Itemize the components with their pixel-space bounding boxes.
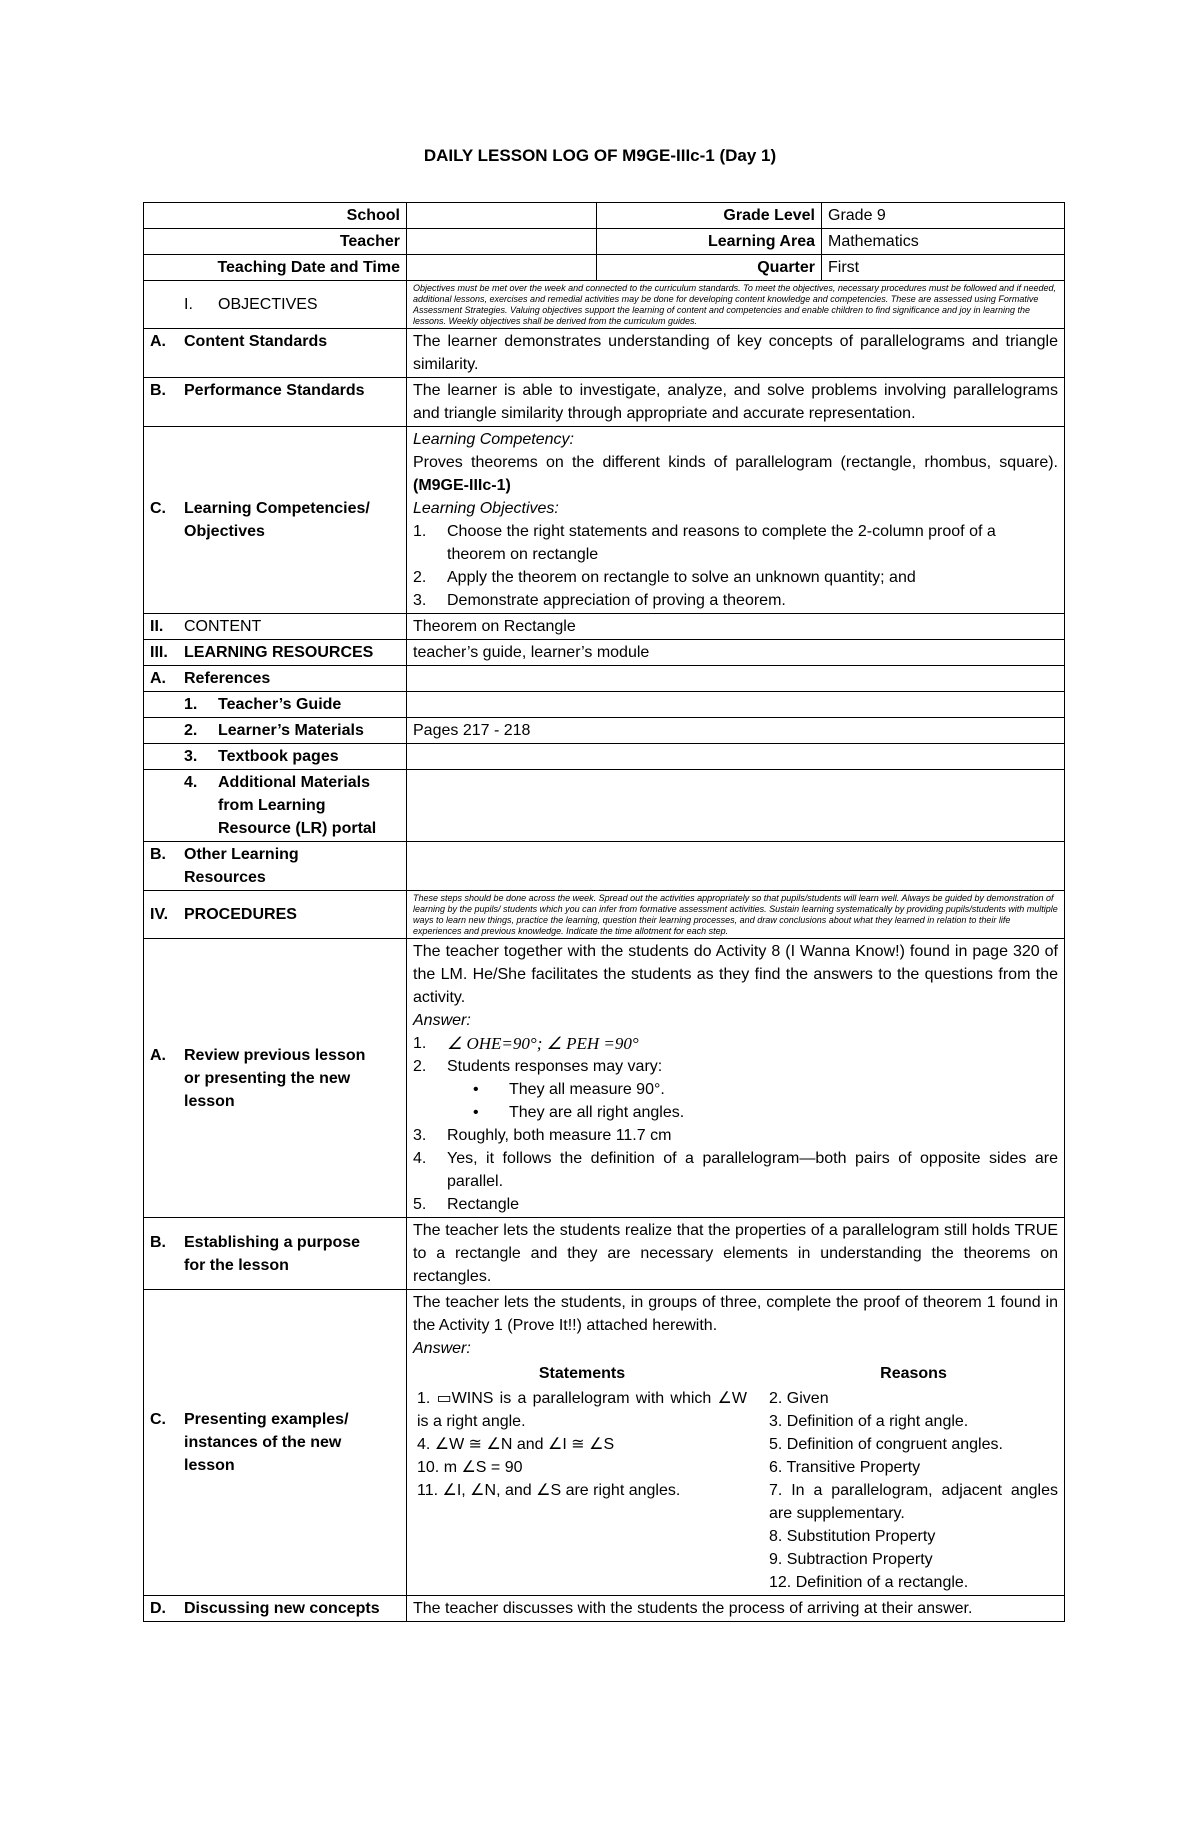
answer-item: 3. Roughly, both measure 11.7 cm (413, 1127, 672, 1144)
purpose-label-cell: B. Establishing a purpose for the lesson (144, 1218, 407, 1290)
resource-item-label: Textbook pages (218, 748, 339, 765)
learning-area-value: Mathematics (822, 229, 1065, 255)
resource-item-value: Pages 217 - 218 (407, 718, 1065, 744)
performance-standards-letter: B. (150, 382, 166, 399)
teacher-label: Teacher (144, 229, 407, 255)
content-standards-label-cell (144, 329, 407, 378)
reason-item: 7. In a parallelogram, adjacent angles are supplementary. (769, 1482, 1058, 1522)
competencies-label-line1: Learning Competencies/ (184, 500, 370, 517)
learning-resources-label: LEARNING RESOURCES (184, 644, 374, 661)
date-label: Teaching Date and Time (144, 255, 407, 281)
performance-standards-text: The learner is able to investigate, analyze, and solve problems involving parallelograms and triangle similarity through appropriate and accurate representation. (407, 378, 1065, 427)
teacher-value (407, 229, 597, 255)
competency-heading: Learning Competency: (413, 431, 574, 448)
resource-item-value (407, 692, 1065, 718)
review-answer-label: Answer: (413, 1012, 471, 1029)
procedures-label: PROCEDURES (184, 906, 297, 923)
reasons-heading: Reasons (880, 1365, 947, 1382)
additional-materials-row: 4. Additional Materials from Learning Resource (LR) portal (144, 770, 1065, 842)
objective-item: 3. Demonstrate appreciation of proving a theorem. (413, 592, 786, 609)
statement-item: 1. ▭WINS is a parallelogram with which ∠W is a right angle. (417, 1390, 747, 1430)
procedures-row (144, 891, 1065, 939)
learning-resources-text: teacher’s guide, learner’s module (407, 640, 1065, 666)
objectives-label-cell (144, 281, 407, 329)
objectives-label: OBJECTIVES (218, 296, 318, 313)
statements-column (413, 1362, 747, 1594)
header-row-date (144, 255, 1065, 281)
quarter-value: First (822, 255, 1065, 281)
examples-row (144, 1290, 1065, 1596)
objectives-num: I. (184, 296, 193, 313)
discussing-row (144, 1596, 1065, 1622)
learning-resources-row (144, 640, 1065, 666)
examples-content (407, 1290, 1065, 1596)
grade-level-label: Grade Level (597, 203, 822, 229)
statement-item: 4. ∠W ≅ ∠N and ∠I ≅ ∠S (417, 1436, 615, 1453)
objectives-note: Objectives must be met over the week and connected to the curriculum standards. To meet the objectives, necessary procedures must be followed and if needed, additional lessons, exercises and remedial activities may be done for developing content knowledge and competencies. These are assessed using Formative Assessment Strategies. Valuing objectives support the learning of content and competencies and enable children to find significance and joy in learning the lessons. Weekly objectives shall be derived from the curriculum guides. (407, 281, 1065, 329)
competencies-letter: C. (150, 500, 166, 517)
competencies-row (144, 427, 1065, 614)
discussing-label: Discussing new concepts (184, 1600, 380, 1617)
review-content (407, 939, 1065, 1218)
resource-item-row: 3. Textbook pages (144, 744, 1065, 770)
resource-item-row: 1. Teacher’s Guide (144, 692, 1065, 718)
content-standards-row (144, 329, 1065, 378)
reasons-column (747, 1362, 1058, 1594)
answer-item: 4. Yes, it follows the definition of a parallelogram—both pairs of opposite sides are parallel. (413, 1150, 1058, 1190)
performance-standards-label-cell (144, 378, 407, 427)
answer-item: 5. Rectangle (413, 1196, 520, 1213)
additional-materials-value (407, 770, 1065, 842)
references-label-cell (144, 666, 407, 692)
reason-item: 12. Definition of a rectangle. (769, 1574, 969, 1591)
resource-item-row: 2. Learner’s Materials Pages 217 - 218 (144, 718, 1065, 744)
content-label-cell (144, 614, 407, 640)
two-column-proof (413, 1362, 1058, 1594)
examples-answer-label: Answer: (413, 1340, 471, 1357)
review-intro: The teacher together with the students do Activity 8 (I Wanna Know!) found in page 320 of the LM. He/She facilitates the students as they find the answers to the questions from the activity. (413, 943, 1058, 1006)
objectives-row (144, 281, 1065, 329)
purpose-row (144, 1218, 1065, 1290)
reason-item: 2. Given (769, 1390, 829, 1407)
references-label: References (184, 670, 271, 687)
content-standards-letter: A. (150, 333, 166, 350)
learning-area-label: Learning Area (597, 229, 822, 255)
procedures-label-cell (144, 891, 407, 939)
review-row (144, 939, 1065, 1218)
reason-item: 5. Definition of congruent angles. (769, 1436, 1003, 1453)
resource-item-value (407, 744, 1065, 770)
performance-standards-label: Performance Standards (184, 382, 365, 399)
reason-item: 3. Definition of a right angle. (769, 1413, 969, 1430)
content-label: CONTENT (184, 618, 262, 635)
references-value (407, 666, 1065, 692)
competency-text: Proves theorems on the different kinds of parallelogram (rectangle, rhombus, square). (413, 454, 1058, 471)
school-label: School (144, 203, 407, 229)
procedures-note: These steps should be done across the week. Spread out the activities appropriately so that pupils/students will learn well. Always be guided by demonstration of learning by the pupils/ students which you can infer from formative assessment activities. Sustain learning systematically by providing pupils/students with multiple ways to learn new things, practice the learning, question their learning processes, and draw conclusions about what they learned in relation to their life experiences and previous knowledge. Indicate the time allotment for each step. (407, 891, 1065, 939)
objectives-heading: Learning Objectives: (413, 500, 559, 517)
references-letter: A. (150, 670, 166, 687)
content-text: Theorem on Rectangle (407, 614, 1065, 640)
resource-item-label: Teacher’s Guide (218, 696, 342, 713)
competency-code: (M9GE-IIIc-1) (413, 477, 511, 494)
answer-item: 2. Students responses may vary: (413, 1058, 663, 1075)
review-label-cell: A. Review previous lesson or presenting the new lesson (144, 939, 407, 1218)
content-num: II. (150, 618, 164, 635)
competencies-label-line2: Objectives (184, 523, 265, 540)
discussing-text: The teacher discusses with the students the process of arriving at their answer. (407, 1596, 1065, 1622)
date-value (407, 255, 597, 281)
statement-item: 10. m ∠S = 90 (417, 1459, 523, 1476)
grade-level-value: Grade 9 (822, 203, 1065, 229)
school-value (407, 203, 597, 229)
page-title: DAILY LESSON LOG OF M9GE-IIIc-1 (Day 1) (423, 146, 777, 165)
content-standards-label: Content Standards (184, 333, 328, 350)
discussing-label-cell: D. Discussing new concepts (144, 1596, 407, 1622)
header-row-teacher (144, 229, 1065, 255)
answer-bullet: • They all measure 90°. (473, 1081, 665, 1098)
reason-item: 9. Subtraction Property (769, 1551, 933, 1568)
objective-item: 1. Choose the right statements and reasons to complete the 2-column proof of a theorem on rectangle (413, 523, 996, 563)
quarter-label: Quarter (597, 255, 822, 281)
learning-resources-num: III. (150, 644, 168, 661)
objective-item: 2. Apply the theorem on rectangle to solve an unknown quantity; and (413, 569, 916, 586)
competencies-content (407, 427, 1065, 614)
answer-item: 1. ∠ OHE=90°; ∠ PEH =90° (413, 1034, 639, 1053)
resource-item-label: Learner’s Materials (218, 722, 364, 739)
reason-item: 8. Substitution Property (769, 1528, 936, 1545)
examples-label-cell: C. Presenting examples/ instances of the new lesson (144, 1290, 407, 1596)
procedures-num: IV. (150, 906, 169, 923)
header-row-school (144, 203, 1065, 229)
statements-heading: Statements (538, 1365, 626, 1382)
competencies-label-cell (144, 427, 407, 614)
content-standards-text: The learner demonstrates understanding of key concepts of parallelograms and triangle similarity. (407, 329, 1065, 378)
other-resources-value (407, 842, 1065, 891)
other-resources-row: B. Other Learning Resources (144, 842, 1065, 891)
references-row (144, 666, 1065, 692)
purpose-text: The teacher lets the students realize that the properties of a parallelogram still holds TRUE to a rectangle and they are necessary elements in understanding the theorems on rectangles. (407, 1218, 1065, 1290)
examples-intro: The teacher lets the students, in groups of three, complete the proof of theorem 1 found in the Activity 1 (Prove It!!) attached herewith. (413, 1294, 1058, 1334)
statement-item: 11. ∠I, ∠N, and ∠S are right angles. (417, 1482, 681, 1499)
learning-resources-label-cell (144, 640, 407, 666)
lesson-log-table (143, 202, 1065, 1622)
content-row (144, 614, 1065, 640)
reason-item: 6. Transitive Property (769, 1459, 921, 1476)
performance-standards-row (144, 378, 1065, 427)
answer-bullet: • They are all right angles. (473, 1104, 685, 1121)
